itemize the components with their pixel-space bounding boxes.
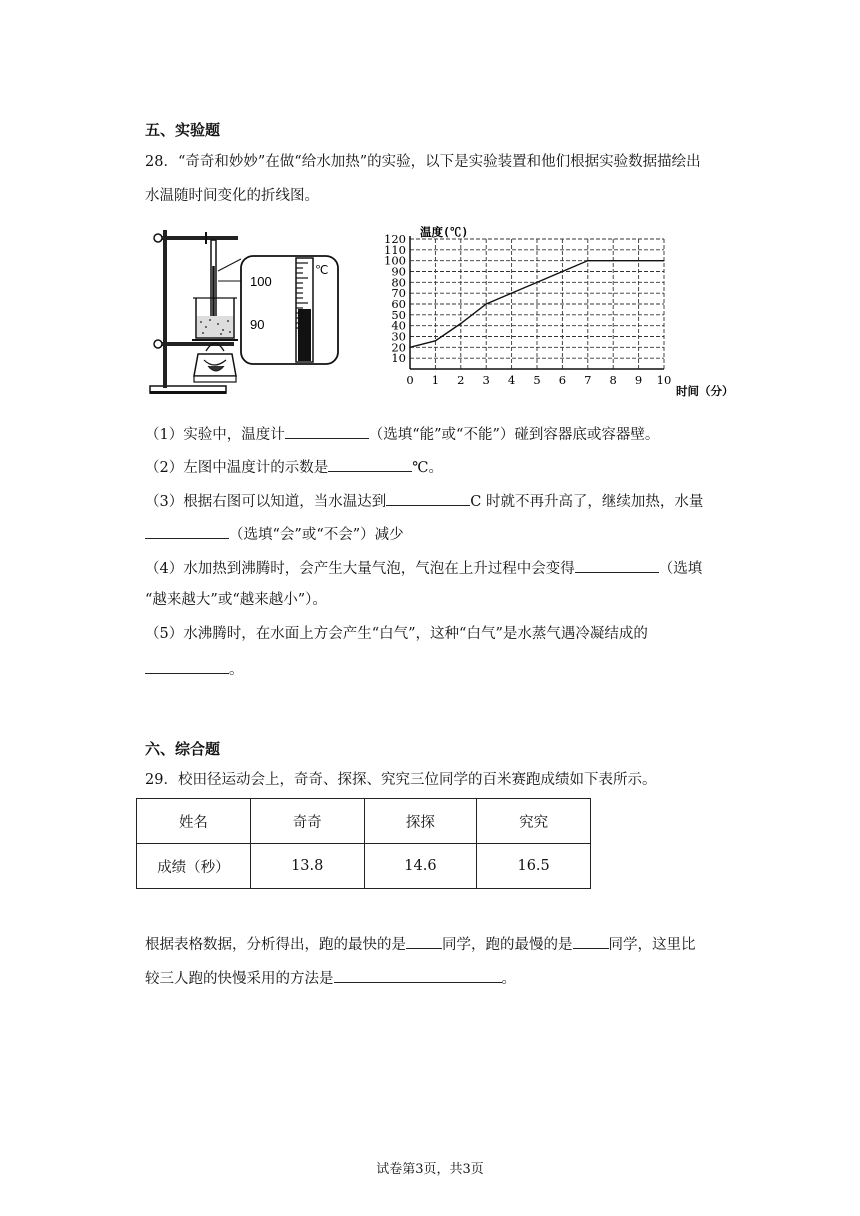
chart-x-axis-label: 时间（分） bbox=[676, 384, 734, 398]
data-point bbox=[511, 293, 512, 294]
x-tick-label: 10 bbox=[656, 373, 672, 387]
x-tick-label: 7 bbox=[584, 373, 592, 387]
data-point bbox=[486, 303, 487, 304]
thermometer-unit: ℃ bbox=[315, 263, 329, 277]
q28-sub2-answer-blank[interactable] bbox=[328, 457, 412, 472]
y-tick-label: 30 bbox=[391, 329, 406, 344]
chart-y-axis-label: 温度(℃) bbox=[420, 225, 469, 239]
table-cell: 成绩（秒） bbox=[137, 844, 251, 889]
q29-text-b: 同学，跑的最慢的是 bbox=[442, 937, 573, 953]
y-tick-label: 90 bbox=[391, 264, 406, 279]
data-point bbox=[409, 347, 410, 348]
data-point bbox=[587, 260, 588, 261]
data-point bbox=[562, 271, 563, 272]
q29-answer-blank-method[interactable] bbox=[334, 968, 502, 983]
data-point bbox=[663, 260, 664, 261]
q28-sub3-line1 bbox=[145, 491, 703, 511]
q28-sub3-text-c: （选填“会”或“不会”）减少 bbox=[229, 527, 404, 543]
q28-sub1-answer-blank[interactable] bbox=[285, 424, 369, 439]
y-tick-label: 120 bbox=[384, 232, 406, 246]
temperature-line-chart bbox=[380, 224, 750, 404]
chart-grid bbox=[410, 239, 664, 369]
x-tick-label: 5 bbox=[533, 373, 541, 387]
q28-sub4-answer-blank[interactable] bbox=[575, 558, 659, 573]
q29-text-a: 根据表格数据，分析得出，跑的最快的是 bbox=[145, 937, 406, 953]
x-tick-label: 9 bbox=[634, 373, 643, 387]
q28-sub4-text-b: （选填 bbox=[658, 561, 703, 577]
data-point bbox=[613, 260, 614, 261]
q29-text-e: 。 bbox=[501, 971, 516, 987]
q28-sub5-answer-blank[interactable] bbox=[145, 659, 229, 674]
q28-sub2-text-b: ℃。 bbox=[412, 460, 443, 476]
x-tick-label: 1 bbox=[431, 373, 440, 387]
data-point bbox=[435, 340, 436, 341]
q29-text-d: 较三人跑的快慢采用的方法是 bbox=[145, 971, 334, 987]
table-header-cell: 奇奇 bbox=[250, 799, 364, 844]
x-tick-label: 4 bbox=[507, 373, 516, 387]
q29-text-c: 同学，这里比 bbox=[608, 937, 696, 953]
x-tick-label: 2 bbox=[457, 373, 465, 387]
q28-sub2 bbox=[145, 457, 443, 477]
scores-table bbox=[136, 798, 591, 889]
y-tick-label: 10 bbox=[391, 351, 406, 366]
q28-sub5-line1: （5）水沸腾时，在水面上方会产生“白气”，这种“白气”是水蒸气遇冷凝结成的 bbox=[145, 626, 648, 642]
page-footer: 试卷第3页，共3页 bbox=[376, 1162, 484, 1177]
thermometer-label-90: 90 bbox=[250, 317, 265, 332]
q29-answer-blank-slowest[interactable] bbox=[573, 934, 609, 949]
q28-sub1-text-b: （选填“能”或“不能”）碰到容器底或容器壁。 bbox=[368, 427, 660, 443]
table-row bbox=[137, 844, 591, 889]
q28-sub3-answer-blank-1[interactable] bbox=[386, 491, 470, 506]
chart-tick-labels bbox=[384, 232, 671, 387]
q28-sub3-text-b: C 时就不再升高了，继续加热，水量 bbox=[470, 494, 704, 510]
x-tick-label: 3 bbox=[482, 373, 490, 387]
q28-sub3-line2 bbox=[145, 524, 404, 544]
table-cell: 13.8 bbox=[250, 844, 364, 889]
q28-sub4-line2: “越来越大”或“越来越小”）。 bbox=[145, 592, 327, 608]
y-tick-label: 100 bbox=[384, 253, 406, 268]
q28-sub5-text-b: 。 bbox=[229, 662, 244, 678]
data-point bbox=[638, 260, 639, 261]
table-header-cell: 姓名 bbox=[137, 799, 251, 844]
q28-sub5-line2 bbox=[145, 659, 244, 679]
q28-sub1 bbox=[145, 424, 659, 444]
y-tick-label: 50 bbox=[391, 307, 406, 322]
table-header-row bbox=[137, 799, 591, 844]
q29-question-line2 bbox=[145, 968, 516, 988]
section-title-comprehensive: 六、综合题 bbox=[145, 740, 221, 758]
x-tick-label: 6 bbox=[558, 373, 567, 387]
q28-sub4-line1 bbox=[145, 558, 702, 578]
q28-intro-line1: 28．“奇奇和妙妙”在做“给水加热”的实验，以下是实验装置和他们根据实验数据描绘出 bbox=[145, 154, 701, 170]
data-point bbox=[536, 282, 537, 283]
data-point bbox=[460, 323, 461, 324]
q28-intro-line2: 水温随时间变化的折线图。 bbox=[145, 188, 319, 204]
apparatus-figure bbox=[148, 226, 348, 396]
x-tick-label: 0 bbox=[406, 373, 414, 387]
q28-sub3-answer-blank-2[interactable] bbox=[145, 524, 229, 539]
thermometer-label-100: 100 bbox=[250, 274, 272, 289]
table-cell: 16.5 bbox=[477, 844, 591, 889]
q29-intro: 29．校田径运动会上，奇奇、探探、究究三位同学的百米赛跑成绩如下表所示。 bbox=[145, 772, 657, 788]
table-header-cell: 探探 bbox=[364, 799, 477, 844]
x-tick-label: 8 bbox=[609, 373, 617, 387]
y-tick-label: 40 bbox=[391, 318, 406, 333]
q29-answer-blank-fastest[interactable] bbox=[406, 934, 442, 949]
q28-sub4-text-a: （4）水加热到沸腾时，会产生大量气泡，气泡在上升过程中会变得 bbox=[145, 561, 575, 577]
y-tick-label: 110 bbox=[384, 242, 406, 257]
y-tick-label: 20 bbox=[391, 340, 406, 355]
y-tick-label: 80 bbox=[391, 275, 406, 290]
q28-sub2-text-a: （2）左图中温度计的示数是 bbox=[145, 460, 329, 476]
q28-sub3-text-a: （3）根据右图可以知道，当水温达到 bbox=[145, 494, 387, 510]
table-header-cell: 究究 bbox=[477, 799, 591, 844]
table-cell: 14.6 bbox=[364, 844, 477, 889]
q28-sub1-text-a: （1）实验中，温度计 bbox=[145, 427, 285, 443]
y-tick-label: 60 bbox=[391, 297, 406, 311]
y-tick-label: 70 bbox=[391, 286, 406, 301]
section-title-experiment: 五、实验题 bbox=[145, 121, 221, 139]
q29-question-line1 bbox=[145, 934, 696, 954]
